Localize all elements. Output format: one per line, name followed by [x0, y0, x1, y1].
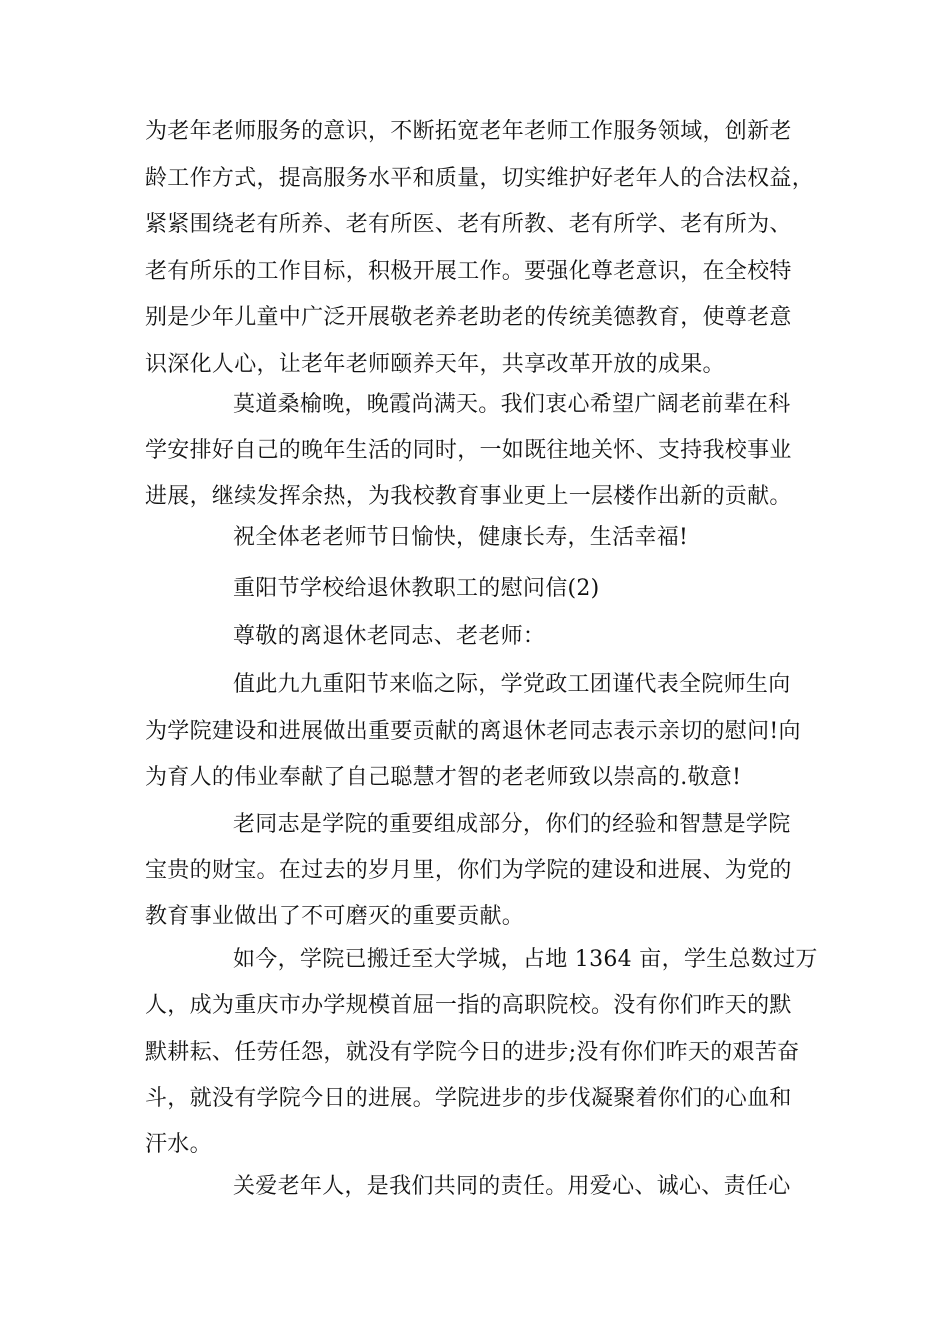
paragraph-line: 如今，学院已搬迁至大学城，占地 1364 亩，学生总数过万: [233, 947, 818, 972]
paragraph-line: 学安排好自己的晚年生活的同时，一如既往地关怀、支持我校事业: [145, 438, 792, 463]
paragraph-line: 别是少年儿童中广泛开展敬老养老助老的传统美德教育，使尊老意: [145, 305, 792, 330]
paragraph-line: 宝贵的财宝。在过去的岁月里，你们为学院的建设和进展、为党的: [145, 858, 792, 883]
paragraph-line: 老同志是学院的重要组成部分，你们的经验和智慧是学院: [233, 812, 791, 837]
paragraph-line: 教育事业做出了不可磨灭的重要贡献。: [145, 904, 525, 929]
paragraph-line: 老有所乐的工作目标，积极开展工作。要强化尊老意识，在全校特: [145, 259, 792, 284]
paragraph-line: 祝全体老老师节日愉快，健康长寿，生活幸福!: [233, 525, 689, 550]
paragraph-line: 汗水。: [145, 1132, 212, 1157]
paragraph-line: 为老年老师服务的意识，不断拓宽老年老师工作服务领域，创新老: [145, 119, 792, 144]
paragraph-line: 斗，就没有学院今日的进展。学院进步的步伐凝聚着你们的心血和: [145, 1086, 792, 1111]
paragraph-line: 为学院建设和进展做出重要贡献的离退休老同志表示亲切的慰问!向: [145, 719, 801, 744]
paragraph-line: 默耕耘、任劳任怨，就没有学院今日的进步;没有你们昨天的艰苦奋: [145, 1040, 800, 1065]
paragraph-line: 识深化人心，让老年老师颐养天年，共享改革开放的成果。: [145, 352, 725, 377]
paragraph-line: 莫道桑榆晚，晚霞尚满天。我们衷心希望广阔老前辈在科: [233, 392, 791, 417]
paragraph-line: 进展，继续发挥余热，为我校教育事业更上一层楼作出新的贡献。: [145, 484, 792, 509]
paragraph-line: 关爱老年人，是我们共同的责任。用爱心、诚心、责任心: [233, 1174, 791, 1199]
paragraph-line: 龄工作方式，提高服务水平和质量，切实维护好老年人的合法权益，: [145, 166, 815, 191]
section-heading: 重阳节学校给退休教职工的慰问信(2): [233, 576, 600, 601]
paragraph-line: 紧紧围绕老有所养、老有所医、老有所教、老有所学、老有所为、: [145, 212, 792, 237]
paragraph-line: 为育人的伟业奉献了自己聪慧才智的老老师致以崇高的.敬意!: [145, 765, 742, 790]
paragraph-line: 人，成为重庆市办学规模首屈一指的高职院校。没有你们昨天的默: [145, 993, 792, 1018]
paragraph-line: 值此九九重阳节来临之际，学党政工团谨代表全院师生向: [233, 672, 791, 697]
salutation: 尊敬的离退休老同志、老老师：: [233, 624, 546, 649]
